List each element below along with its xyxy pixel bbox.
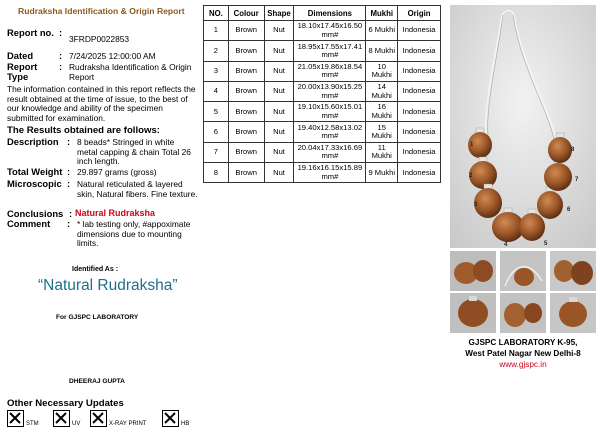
colon: : [59, 50, 63, 61]
checked-box-icon [162, 410, 179, 427]
table-row [204, 61, 441, 81]
total-weight-label: Total Weight [7, 166, 63, 177]
table-cell-shape: Nut [264, 102, 294, 122]
report-no-label: Report no. [7, 27, 54, 38]
table-cell-shape: Nut [264, 21, 294, 41]
table-row [204, 41, 441, 61]
bead-number-label: 4 [504, 242, 508, 248]
table-row [204, 163, 441, 183]
column-header: NO. [204, 6, 229, 21]
colon: : [67, 166, 71, 177]
rudraksha-bead [537, 191, 563, 219]
table-cell-no: 5 [204, 102, 229, 122]
column-header: Dimensions [294, 6, 366, 21]
column-header: Colour [228, 6, 264, 21]
report-title: Rudraksha Identification & Origin Report [18, 6, 185, 16]
detail-photo [450, 293, 496, 333]
table-cell-colour: Brown [228, 41, 264, 61]
rudraksha-bead [544, 163, 572, 191]
rudraksha-necklace-image [450, 5, 596, 248]
checked-box-icon [7, 410, 24, 427]
table-row [204, 81, 441, 101]
bead-number-label: 5 [544, 241, 548, 247]
column-header: Mukhi [366, 6, 398, 21]
detail-photo [500, 293, 546, 333]
bead-number-label: 7 [575, 177, 579, 183]
rudraksha-bead [474, 188, 502, 218]
dated-value: 7/24/2025 12:00:00 AM [69, 51, 156, 61]
table-cell-shape: Nut [264, 81, 294, 101]
dated-label: Dated [7, 50, 34, 61]
bead-number-label: 6 [567, 207, 571, 213]
bead-details-table [203, 5, 441, 183]
table-cell-origin: Indonesia [398, 163, 441, 183]
update-label: X-RAY PRINT [109, 421, 147, 427]
comment-value: * lab testing only, #appoximate dimensions due to mounting limits. [77, 219, 191, 249]
table-cell-shape: Nut [264, 41, 294, 61]
column-header: Shape [264, 6, 294, 21]
signatory-name: DHEERAJ GUPTA [69, 378, 125, 385]
update-label: HB [181, 421, 190, 427]
table-cell-no: 4 [204, 81, 229, 101]
detail-photo [500, 251, 546, 291]
table-cell-colour: Brown [228, 163, 264, 183]
table-cell-dimensions: 19.40x12.58x13.02 mm# [294, 122, 366, 142]
table-cell-origin: Indonesia [398, 122, 441, 142]
table-cell-mukhi: 6 Mukhi [366, 21, 398, 41]
detail-photo-strip [450, 251, 596, 333]
table-row [204, 102, 441, 122]
table-cell-origin: Indonesia [398, 21, 441, 41]
report-type-value: Rudraksha Identification & Origin Report [69, 62, 192, 82]
comment-label: Comment [7, 218, 51, 229]
table-cell-dimensions: 18.10x17.45x16.50 mm# [294, 21, 366, 41]
table-cell-origin: Indonesia [398, 142, 441, 162]
table-cell-colour: Brown [228, 122, 264, 142]
colon: : [67, 136, 71, 147]
conclusions-value: Natural Rudraksha [75, 208, 156, 218]
table-cell-mukhi: 8 Mukhi [366, 41, 398, 61]
table-cell-colour: Brown [228, 21, 264, 41]
table-cell-mukhi: 14 Mukhi [366, 81, 398, 101]
table-cell-mukhi: 11 Mukhi [366, 142, 398, 162]
column-header: Origin [398, 6, 441, 21]
microscopic-value: Natural reticulated & layered skin, Natural fibers. Fine texture. [77, 179, 198, 199]
table-cell-shape: Nut [264, 122, 294, 142]
table-cell-no: 1 [204, 21, 229, 41]
table-cell-no: 2 [204, 41, 229, 61]
colon: : [69, 208, 73, 219]
table-cell-colour: Brown [228, 61, 264, 81]
specimen-photo-column [446, 0, 600, 435]
specimen-photo [450, 5, 596, 248]
table-cell-colour: Brown [228, 81, 264, 101]
table-cell-dimensions: 20.04x17.33x16.69 mm# [294, 142, 366, 162]
table-row [204, 142, 441, 162]
table-row [204, 21, 441, 41]
table-cell-mukhi: 9 Mukhi [366, 163, 398, 183]
table-row [204, 122, 441, 142]
description-label: Description [7, 136, 59, 147]
table-cell-mukhi: 15 Mukhi [366, 122, 398, 142]
rudraksha-bead [469, 161, 497, 189]
laboratory-name-line-1: GJSPC LABORATORY K-95, [468, 338, 578, 347]
colon: : [59, 61, 63, 72]
other-updates-heading: Other Necessary Updates [7, 398, 124, 409]
table-cell-origin: Indonesia [398, 102, 441, 122]
table-cell-mukhi: 16 Mukhi [366, 102, 398, 122]
table-cell-origin: Indonesia [398, 61, 441, 81]
detail-photo [450, 251, 496, 291]
detail-photo [550, 251, 596, 291]
table-cell-shape: Nut [264, 142, 294, 162]
table-cell-dimensions: 21.05x19.86x18.54 mm# [294, 61, 366, 81]
total-weight-value: 29.897 grams (gross) [77, 167, 157, 177]
report-details-column [0, 0, 200, 435]
table-cell-no: 7 [204, 142, 229, 162]
table-cell-no: 8 [204, 163, 229, 183]
table-cell-origin: Indonesia [398, 41, 441, 61]
bead-number-label: 3 [474, 202, 478, 208]
report-type-label: Report Type [7, 61, 38, 82]
table-cell-no: 6 [204, 122, 229, 142]
for-laboratory-label: For GJSPC LABORATORY [56, 314, 139, 321]
table-cell-dimensions: 20.00x13.90x15.25 mm# [294, 81, 366, 101]
description-value: 8 beads* Stringed in white metal capping & chain Total 26 inch length. [77, 137, 191, 167]
report-no-value: 3FRDP0022853 [69, 34, 130, 44]
laboratory-address [446, 338, 600, 359]
laboratory-name-line-2: West Patel Nagar New Delhi-8 [465, 348, 581, 358]
table-cell-dimensions: 18.95x17.55x17.41 mm# [294, 41, 366, 61]
bead-number-label: 1 [470, 142, 474, 148]
rudraksha-bead [548, 137, 572, 163]
colon: : [67, 218, 71, 229]
table-cell-shape: Nut [264, 61, 294, 81]
colon: : [67, 178, 71, 189]
table-cell-no: 3 [204, 61, 229, 81]
identified-as-value: “Natural Rudraksha” [38, 277, 178, 294]
rudraksha-bead [519, 213, 545, 241]
checked-box-icon [90, 410, 107, 427]
table-header-row [204, 6, 441, 21]
colon: : [59, 27, 63, 38]
identified-as-label: Identified As : [72, 266, 119, 273]
table-cell-dimensions: 19.10x15.60x15.01 mm# [294, 102, 366, 122]
microscopic-label: Microscopic [7, 178, 62, 189]
table-cell-shape: Nut [264, 163, 294, 183]
update-label: UV [72, 421, 81, 427]
bead-number-label: 2 [469, 173, 473, 179]
update-label: STM [26, 421, 39, 427]
conclusions-label: Conclusions [7, 208, 64, 219]
table-cell-colour: Brown [228, 102, 264, 122]
table-cell-colour: Brown [228, 142, 264, 162]
results-heading: The Results obtained are follows: [7, 125, 160, 136]
detail-photo [550, 293, 596, 333]
laboratory-website-link[interactable]: www.gjspc.in [499, 360, 547, 369]
checked-box-icon [53, 410, 70, 427]
table-cell-dimensions: 19.16x16.15x15.89 mm# [294, 163, 366, 183]
table-cell-mukhi: 10 Mukhi [366, 61, 398, 81]
report-disclaimer: The information contained in this report reflects the result obtained at the time of issue, to the best of our knowledge and ability of the specimen submitted for examination. [7, 84, 196, 123]
table-cell-origin: Indonesia [398, 81, 441, 101]
bead-number-label: 8 [571, 147, 575, 153]
